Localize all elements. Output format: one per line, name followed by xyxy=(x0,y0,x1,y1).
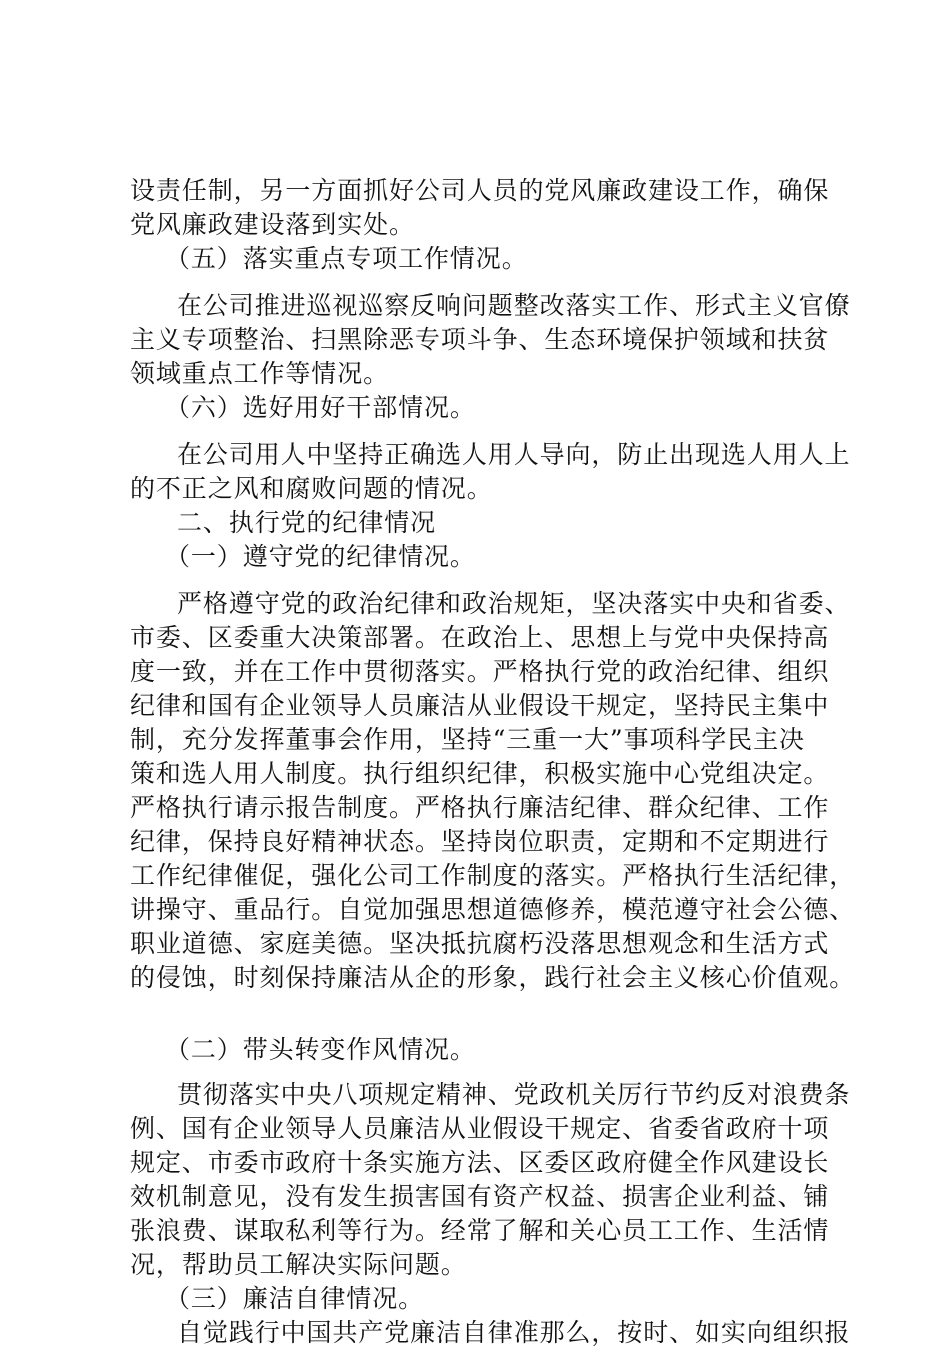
text-line: 党风廉政建设落到实处。 xyxy=(130,210,415,239)
text-line: 策和选人用人制度。执行组织纪律，积极实施中心党组决定。 xyxy=(130,759,830,788)
text-line: 规定、市委市政府十条实施方法、区委区政府健全作风建设长 xyxy=(130,1148,830,1177)
text-line: 在公司用人中坚持正确选人用人导向，防止出现选人用人上 xyxy=(177,440,851,469)
text-line: 职业道德、家庭美德。坚决抵抗腐朽没落思想观念和生活方式 xyxy=(130,929,830,958)
section-heading: （六）选好用好干部情况。 xyxy=(165,393,476,422)
text-line: 纪律和国有企业领导人员廉洁从业假设干规定，坚持民主集中 xyxy=(130,691,830,720)
text-line: 市委、区委重大决策部署。在政治上、思想上与党中央保持高 xyxy=(130,623,830,652)
text-line: 贯彻落实中央八项规定精神、党政机关厉行节约反对浪费条 xyxy=(177,1080,851,1109)
text-line: 张浪费、谋取私利等行为。经常了解和关心员工工作、生活情 xyxy=(130,1216,830,1245)
text-line: 讲操守、重品行。自觉加强思想道德修养，模范遵守社会公德、 xyxy=(130,895,856,924)
text-line: 领域重点工作等情况。 xyxy=(130,359,390,388)
section-heading: （一）遵守党的纪律情况。 xyxy=(165,542,476,571)
text-line: 在公司推进巡视巡察反响问题整改落实工作、形式主义官僚 xyxy=(177,291,851,320)
text-line: 工作纪律催促，强化公司工作制度的落实。严格执行生活纪律， xyxy=(130,861,856,890)
text-line: 设责任制，另一方面抓好公司人员的党风廉政建设工作，确保 xyxy=(130,176,830,205)
text-line: 例、国有企业领导人员廉洁从业假设干规定、省委省政府十项 xyxy=(130,1114,830,1143)
text-line: 严格遵守党的政治纪律和政治规矩，坚决落实中央和省委、 xyxy=(177,589,851,618)
text-line: 况，帮助员工解决实际问题。 xyxy=(130,1250,467,1279)
text-line: 主义专项整治、扫黑除恶专项斗争、生态环境保护领域和扶贫 xyxy=(130,325,830,354)
text-line: 自觉践行中国共产党廉洁自律准那么，按时、如实向组织报 xyxy=(177,1318,851,1347)
section-heading: （五）落实重点专项工作情况。 xyxy=(165,244,528,273)
text-line: 纪律，保持良好精神状态。坚持岗位职责，定期和不定期进行 xyxy=(130,827,830,856)
text-line: 效机制意见，没有发生损害国有资产权益、损害企业利益、铺 xyxy=(130,1182,830,1211)
text-line: 的侵蚀，时刻保持廉洁从企的形象，践行社会主义核心价值观。 xyxy=(130,963,856,992)
text-line: 的不正之风和腐败问题的情况。 xyxy=(130,474,493,503)
chapter-heading: 二、执行党的纪律情况 xyxy=(177,508,437,537)
section-heading: （二）带头转变作风情况。 xyxy=(165,1035,476,1064)
section-heading: （三）廉洁自律情况。 xyxy=(165,1284,425,1313)
text-line: 度一致，并在工作中贯彻落实。严格执行党的政治纪律、组织 xyxy=(130,657,830,686)
text-line: 制，充分发挥董事会作用，坚持“三重一大”事项科学民主决 xyxy=(130,725,805,754)
text-line: 严格执行请示报告制度。严格执行廉洁纪律、群众纪律、工作 xyxy=(130,793,830,822)
